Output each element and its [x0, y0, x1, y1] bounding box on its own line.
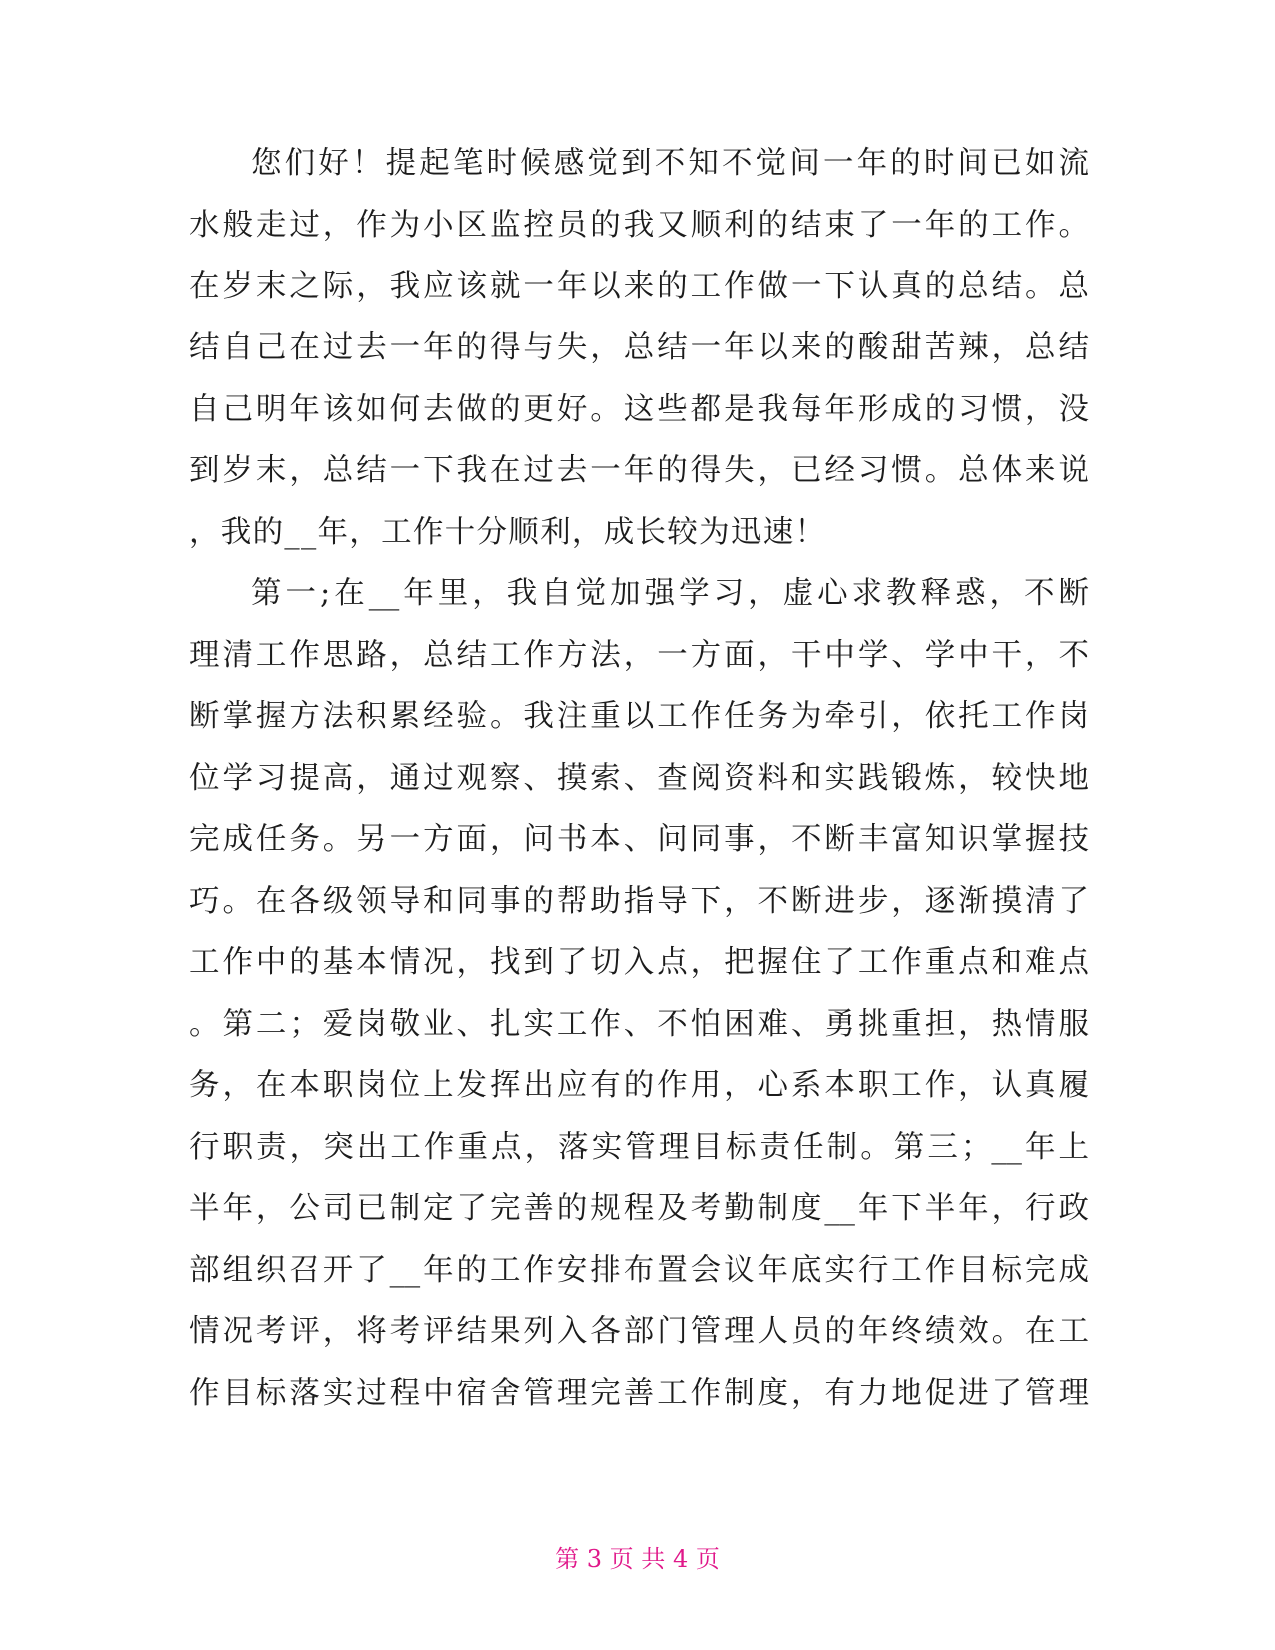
text-line: 位学习提高，通过观察、摸索、查阅资料和实践锻炼，较快地 — [189, 761, 1089, 796]
text-line: 半年，公司已制定了完善的规程及考勤制度__年下半年，行政 — [189, 1191, 1089, 1226]
text-line: 完成任务。另一方面，问书本、问同事，不断丰富知识掌握技 — [189, 822, 1089, 857]
text-line: 水般走过，作为小区监控员的我又顺利的结束了一年的工作。 — [189, 208, 1089, 243]
page-number-footer: 第 3 页 共 4 页 — [555, 1545, 720, 1573]
text-line: 断掌握方法积累经验。我注重以工作任务为牵引，依托工作岗 — [189, 699, 1089, 734]
text-line: 。第二；爱岗敬业、扎实工作、不怕困难、勇挑重担，热情服 — [189, 1007, 1089, 1042]
text-line: 自己明年该如何去做的更好。这些都是我每年形成的习惯，没 — [189, 392, 1089, 427]
text-line: 工作中的基本情况，找到了切入点，把握住了工作重点和难点 — [189, 945, 1089, 980]
text-line: 情况考评，将考评结果列入各部门管理人员的年终绩效。在工 — [189, 1314, 1089, 1349]
text-line: 在岁末之际，我应该就一年以来的工作做一下认真的总结。总 — [189, 269, 1089, 304]
text-line: 理清工作思路，总结工作方法，一方面，干中学、学中干，不 — [189, 638, 1089, 673]
text-line: 行职责，突出工作重点，落实管理目标责任制。第三；__年上 — [189, 1130, 1089, 1165]
text-line: 部组织召开了__年的工作安排布置会议年底实行工作目标完成 — [189, 1253, 1089, 1288]
text-line: 作目标落实过程中宿舍管理完善工作制度，有力地促进了管理 — [189, 1376, 1089, 1411]
text-line: 您们好！提起笔时候感觉到不知不觉间一年的时间已如流 — [251, 146, 1089, 181]
text-line: 到岁末，总结一下我在过去一年的得失，已经习惯。总体来说 — [189, 453, 1089, 488]
text-line: ，我的__年，工作十分顺利，成长较为迅速！ — [189, 515, 827, 550]
text-line: 务，在本职岗位上发挥出应有的作用，心系本职工作，认真履 — [189, 1068, 1089, 1103]
text-line: 第一;在__年里，我自觉加强学习，虚心求教释惑，不断 — [251, 576, 1089, 611]
text-line: 巧。在各级领导和同事的帮助指导下，不断进步，逐渐摸清了 — [189, 884, 1089, 919]
text-line: 结自己在过去一年的得与失，总结一年以来的酸甜苦辣，总结 — [189, 330, 1089, 365]
